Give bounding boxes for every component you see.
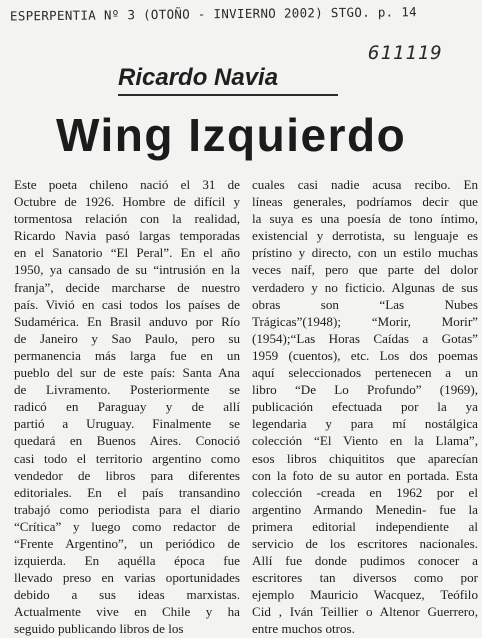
text-line: radicó en Paraguay y de allí: [14, 399, 240, 415]
text-line: Este poeta chileno nació el 31 de: [14, 177, 240, 192]
text-line: Octubre de 1926. Hombre de difícil y: [14, 194, 240, 210]
text-line: editoriales. En el país transandino: [14, 484, 240, 500]
text-line: la suya es una poesía de tono íntimo,: [252, 211, 478, 227]
text-line: de Livramento. Posteriormente se: [14, 382, 240, 398]
author-byline: Ricardo Navia: [118, 64, 279, 91]
left-text-column: [14, 176, 240, 638]
text-line: partió a Uruguay. Finalmente se: [14, 416, 240, 432]
text-line: Sudamérica. En Brasil anduvo por Río: [14, 313, 240, 329]
text-line: entre muchos otros.: [252, 621, 355, 637]
text-line: quedará en Buenos Aires. Conoció: [14, 433, 240, 449]
text-line: izquierda. En aquélla época fue: [14, 553, 240, 569]
text-line: Cid , Iván Teillier o Altenor Guerrero,: [252, 604, 478, 620]
text-line: 1950, ya cansado de su “intrusión en la: [14, 262, 240, 278]
text-line: cuales casi nadie acusa recibo. En: [252, 177, 478, 192]
text-line: escritores tan diversos como por: [252, 570, 478, 586]
text-line: llevado preso en varias oportunidades: [14, 570, 240, 586]
text-line: obras son “Las Nubes: [252, 296, 478, 312]
text-line: servicio de los escritores nacionales.: [252, 535, 478, 551]
text-line: debido a sus ideas marxistas.: [14, 587, 240, 603]
text-line: Trágicas”(1948); “Morir, Morir”: [252, 313, 478, 329]
text-line: de Janeiro y Sao Paulo, pero su: [14, 330, 240, 346]
article-title: Wing Izquierdo: [56, 109, 407, 161]
byline-underline: [118, 94, 338, 96]
text-line: existencial y derrotista, su lenguaje es: [252, 228, 478, 244]
text-line: 1959 (cuentos), etc. Los dos poemas: [252, 347, 478, 363]
right-text-column: [252, 176, 478, 638]
text-line: prístino y directo, con un estilo muchas: [252, 245, 478, 261]
text-line: colección -creada en 1962 por el: [252, 484, 478, 500]
text-line: verdadero y no ficticio. Algunas de sus: [252, 279, 478, 295]
text-line: permanencia más larga fue en un: [14, 347, 240, 363]
text-line: en el Sanatorio “El Peral”. En el año: [14, 245, 240, 261]
text-line: tormentosa relación con la realidad,: [14, 211, 240, 227]
text-line: “Frente Argentino”, un periódico de: [14, 535, 240, 551]
text-line: esos libros chiquititos que aparecían: [252, 450, 478, 466]
text-line: casi todo el territorio argentino como: [14, 450, 240, 466]
text-line: pueblo del sur de este país: Santa Ana: [14, 365, 240, 381]
text-line: publicación efectuada por la ya: [252, 399, 478, 415]
text-line: seguido publicando libros de los: [14, 621, 184, 637]
text-line: aquí seleccionados pertenecen a un: [252, 365, 478, 381]
text-line: libro “De Lo Profundo” (1969),: [252, 382, 478, 398]
text-line: argentino Armando Menedin- fue la: [252, 501, 478, 517]
text-line: líneas generales, podríamos decir que: [252, 194, 478, 210]
text-line: vendedor de libros para diferentes: [14, 467, 240, 483]
text-line: colección “El Viento en la Llama”,: [252, 433, 478, 449]
text-line: Ricardo Navia pasó largas temporadas: [14, 228, 240, 244]
text-line: ejemplo Mauricio Wacquez, Teófilo: [252, 587, 478, 603]
text-line: Allí fue donde pudimos conocer a: [252, 553, 478, 569]
text-line: (1954);“Las Horas Caídas a Gotas”: [252, 330, 478, 346]
text-line: veces naíf, pero que parte del dolor: [252, 262, 478, 278]
handwritten-catalog-number: 611119: [368, 42, 443, 64]
text-line: “Crítica” y luego como redactor de: [14, 518, 240, 534]
text-line: trabajó como periodista para el diario: [14, 501, 240, 517]
text-line: franja”, decide marcharse de nuestro: [14, 279, 240, 295]
text-line: primera editorial independiente al: [252, 518, 478, 534]
handwritten-source-note: ESPERPENTIA Nº 3 (OTOÑO - INVIERNO 2002) STGO. p. 14: [9, 4, 418, 24]
text-line: con la foto de su autor en portada. Esta: [252, 467, 478, 483]
text-line: Actualmente vive en Chile y ha: [14, 604, 240, 620]
text-line: país. Vivió en casi todos los países de: [14, 296, 240, 312]
text-line: legendaria y para mí nostálgica: [252, 416, 478, 432]
